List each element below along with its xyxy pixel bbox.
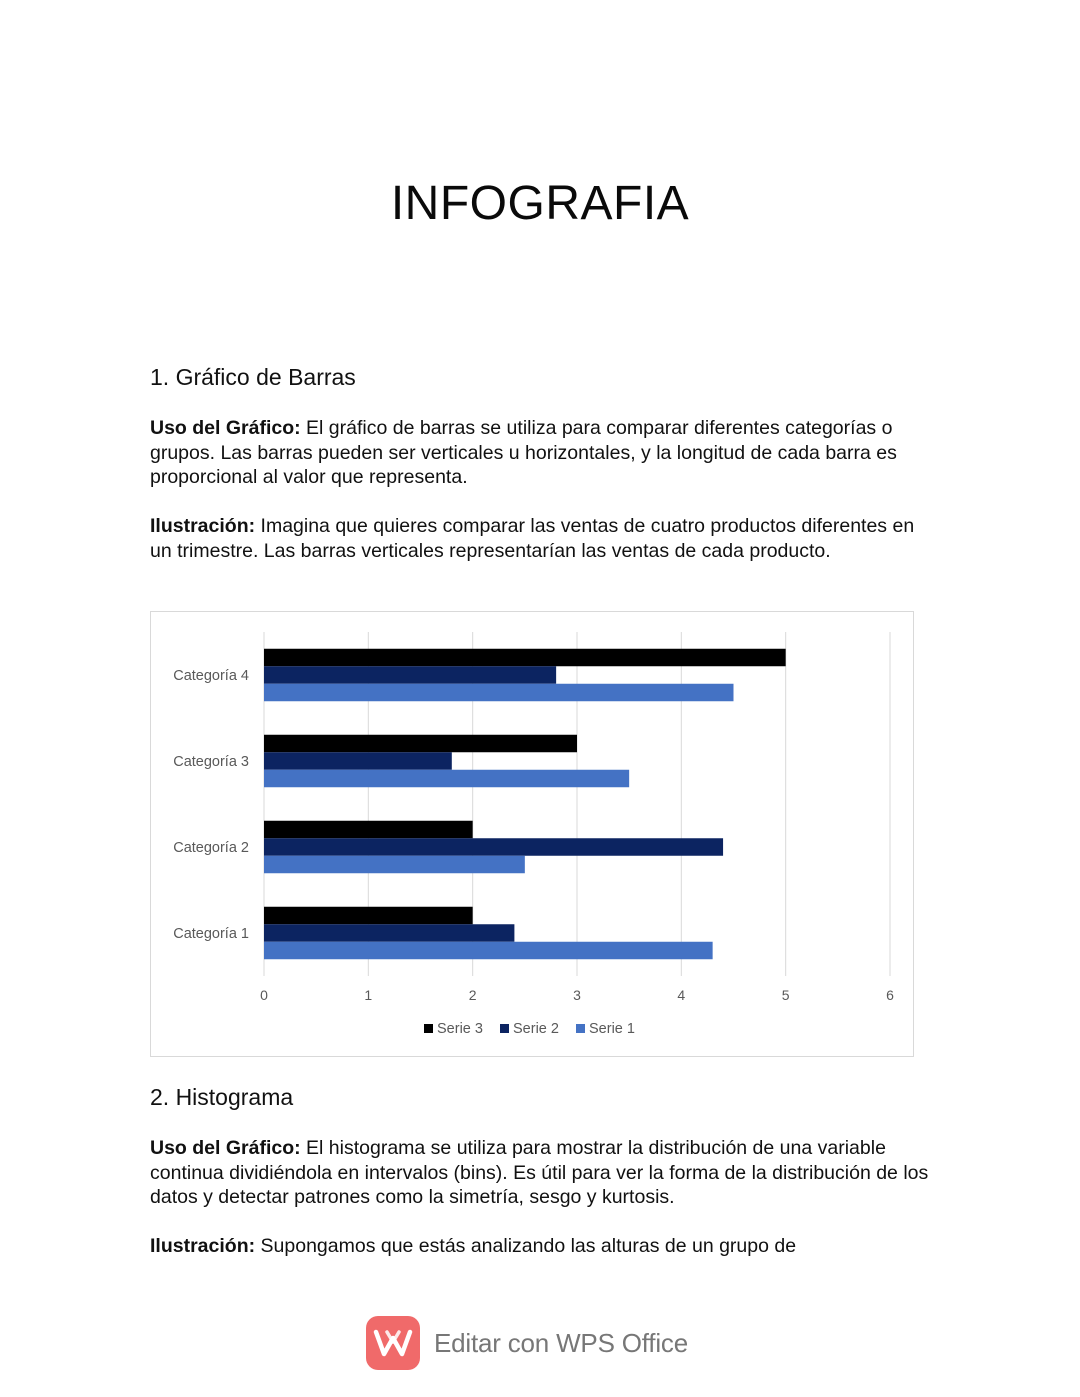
- bar-serie-3: [264, 907, 473, 925]
- uso-label: Uso del Gráfico:: [150, 1137, 301, 1159]
- bar-serie-2: [264, 666, 556, 684]
- bar-serie-2: [264, 924, 514, 942]
- x-tick-label: 5: [781, 987, 790, 1003]
- legend-swatch: [576, 1024, 585, 1033]
- x-tick-label: 0: [260, 987, 268, 1003]
- bar-serie-2: [264, 838, 723, 856]
- uso-label: Uso del Gráfico:: [150, 417, 301, 439]
- x-tick-label: 1: [364, 987, 373, 1003]
- document-title: INFOGRAFIA: [390, 177, 690, 230]
- legend-label: Serie 3: [437, 1021, 483, 1037]
- bar-serie-2: [264, 752, 452, 770]
- category-label: Categoría 3: [173, 754, 249, 770]
- ilustracion-label: Ilustración:: [150, 515, 256, 537]
- section-heading-histogram: 2. Histograma: [150, 1084, 294, 1110]
- bar-serie-1: [264, 684, 734, 702]
- paragraph-uso-histogram: [150, 1136, 940, 1210]
- wps-edit-banner[interactable]: [366, 1316, 688, 1370]
- wps-edit-link[interactable]: Editar con WPS Office: [434, 1327, 688, 1358]
- category-label: Categoría 2: [173, 840, 249, 856]
- x-tick-label: 2: [468, 987, 477, 1003]
- bar-serie-1: [264, 856, 525, 874]
- ilustracion-text: Imagina que quieres comparar las ventas de cuatro productos diferentes en un trimestre. Las barras verticales representarían las ventas de cada producto.: [150, 515, 915, 562]
- ilustracion-text: Supongamos que estás analizando las alturas de un grupo de: [255, 1235, 797, 1257]
- ilustracion-label: Ilustración:: [150, 1235, 256, 1257]
- legend-label: Serie 1: [589, 1021, 635, 1037]
- category-label: Categoría 1: [173, 926, 249, 942]
- legend-label: Serie 2: [513, 1021, 559, 1037]
- x-tick-label: 6: [886, 987, 894, 1003]
- uso-text: El histograma se utiliza para mostrar la distribución de una variable continua dividiéndola en intervalos (bins). Es útil para ver la forma de la distribución de los datos y detectar patrones como la simetría, sesgo y kurtosis.: [150, 1137, 929, 1208]
- paragraph-ilustracion-bar-chart: [150, 514, 940, 563]
- bar-serie-1: [264, 770, 629, 788]
- bar-chart: [150, 611, 914, 1057]
- bar-chart-svg: [151, 612, 915, 1058]
- uso-text: El gráfico de barras se utiliza para comparar diferentes categorías o grupos. Las barras pueden ser verticales u horizontales, y la longitud de cada barra es proporcional al valor que representa.: [150, 417, 897, 488]
- legend-swatch: [424, 1024, 433, 1033]
- category-label: Categoría 4: [173, 668, 249, 684]
- bar-serie-3: [264, 735, 577, 753]
- section-heading-bar-chart: 1. Gráfico de Barras: [150, 364, 356, 390]
- wps-logo-icon[interactable]: [366, 1316, 420, 1370]
- x-tick-label: 4: [677, 987, 686, 1003]
- bar-serie-1: [264, 942, 713, 960]
- legend-swatch: [500, 1024, 509, 1033]
- bar-serie-3: [264, 649, 786, 667]
- bar-serie-3: [264, 821, 473, 839]
- paragraph-uso-bar-chart: [150, 416, 940, 490]
- paragraph-ilustracion-histogram: [150, 1234, 940, 1259]
- x-tick-label: 3: [573, 987, 581, 1003]
